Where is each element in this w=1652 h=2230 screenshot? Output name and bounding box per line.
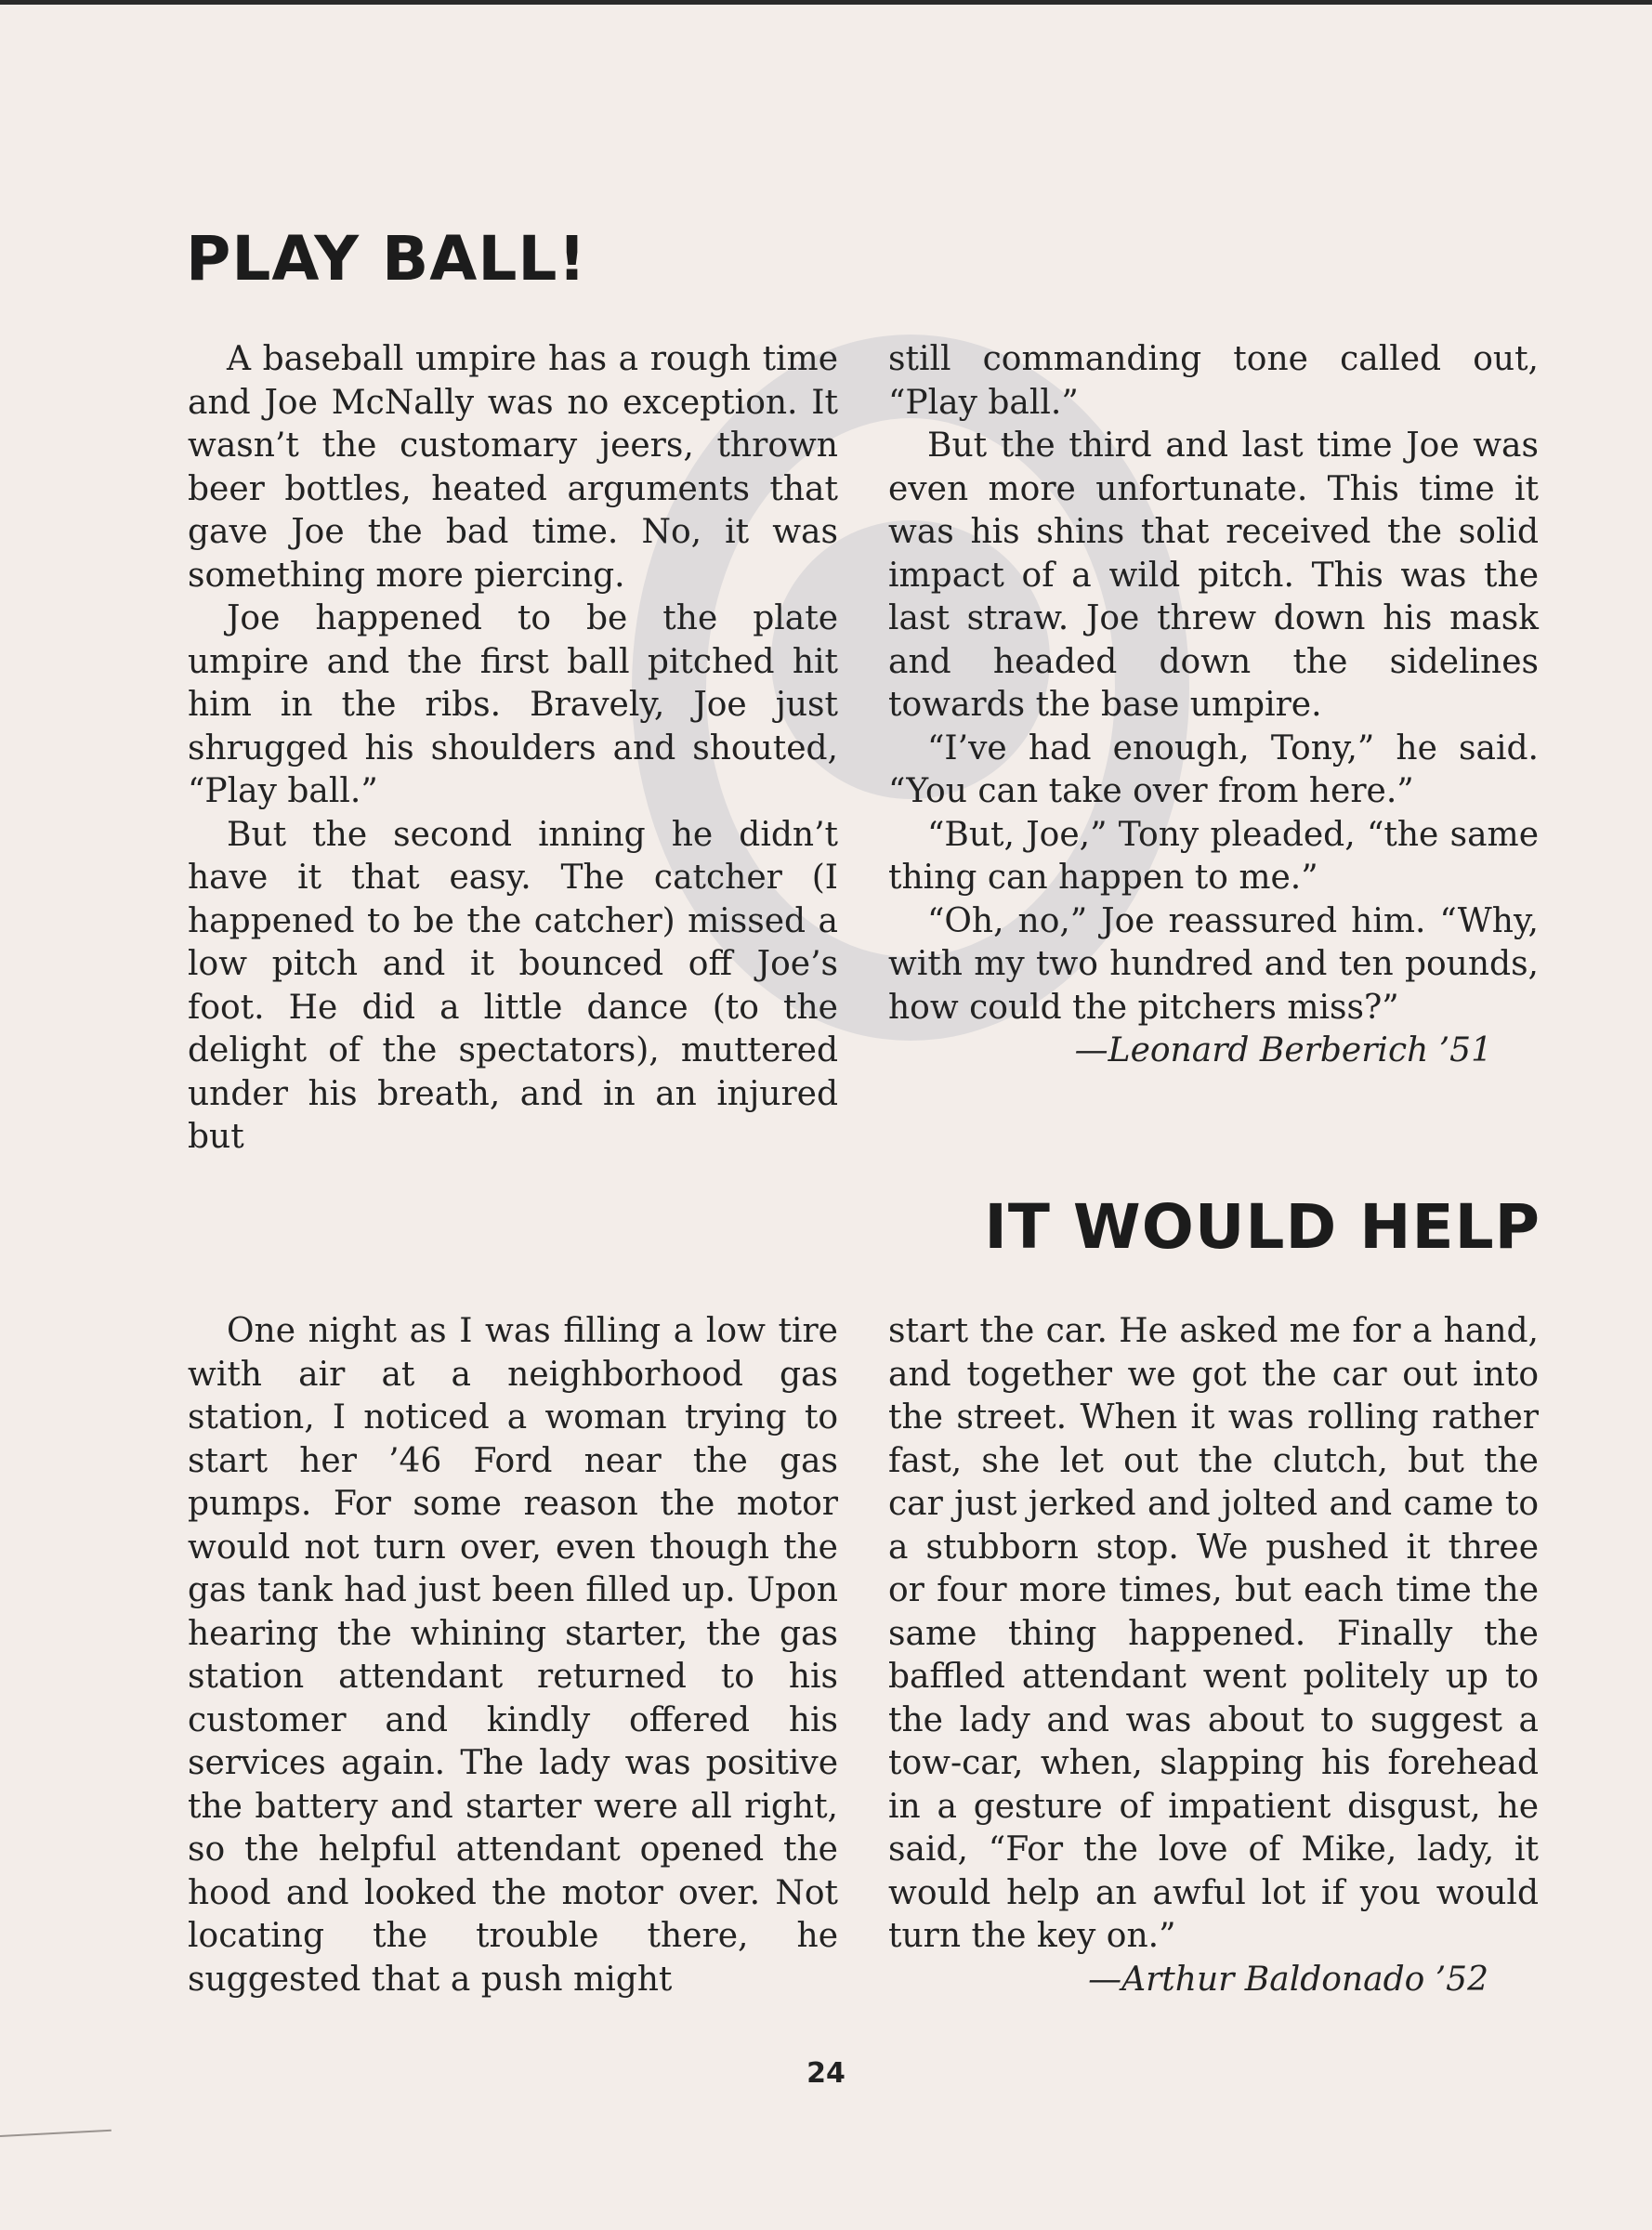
author-byline: —Leonard Berberich ’51 [1074,1031,1492,1069]
article-1-column-1 [188,338,838,1160]
paragraph: One night as I was filling a low tire with air at a neighborhood gas station, I noticed a woman trying to start her ’46 Ford near the gas pumps. For some reason the motor would not turn over, even though the gas tank had just been filled up. Upon hearing the whining starter, the gas station attendant returned to his customer and kindly offered his services again. The lady was positive the battery and starter were all right, so the helpful attendant opened the hood and looked the motor over. Not locating the trouble there, he suggested that a push might [188,1312,838,1999]
article-title-it-would-help: IT WOULD HELP [984,1191,1541,1263]
corner-mark [0,2130,111,2137]
paragraph: A baseball umpire has a rough time and Joe McNally was no exception. It wasn’t the customary jeers, thrown beer bottles, heated arguments that gave Joe the bad time. No, it was something more piercing. [188,340,838,595]
paragraph: “I’ve had enough, Tony,” he said. “You can take over from here.” [888,728,1539,810]
paragraph: “But, Joe,” Tony pleaded, “the same thing can happen to me.” [888,815,1539,897]
article-2-column-1 [188,1310,838,2001]
paragraph-continuation: start the car. He asked me for a hand, and together we got the car out into the street. When it was rolling rather fast, she let out the clutch, but the car just jerked and jolted and came to a stubborn stop. We pushed it three or four more times, but each time the same thing happened. Finally the baffled attendant went politely up to the lady and was about to suggest a tow-car, when, slapping his forehead in a gesture of impatient disgust, he said, “For the love of Mike, lady, it would help an awful lot if you would turn the key on.” [888,1312,1539,1955]
paragraph: But the third and last time Joe was even more unfortunate. This time it was his shins that received the solid impact of a wild pitch. This was the last straw. Joe threw down his mask and headed down the sidelines towards the base umpire. [888,426,1539,724]
page-number: 24 [806,2057,846,2090]
paragraph: Joe happened to be the plate umpire and the first ball pitched hit him in the ribs. Bravely, Joe just shrugged his shoulders and shouted, “Play ball.” [188,599,838,810]
article-1-column-2 [888,338,1539,1073]
paragraph-continuation: still commanding tone called out, “Play ball.” [888,340,1539,422]
paragraph: “Oh, no,” Joe reassured him. “Why, with my two hundred and ten pounds, how could the pitchers miss?” [888,901,1539,1027]
author-byline: —Arthur Baldonado ’52 [1088,1960,1488,1999]
article-2-column-2 [888,1310,1539,2001]
article-title-play-ball: PLAY BALL! [186,223,587,295]
top-edge-rule [0,0,1652,5]
paragraph: But the second inning he didn’t have it that easy. The catcher (I happened to be the catcher) missed a low pitch and it bounced off Joe’s foot. He did a little dance (to the delight of the spectators), muttered under his breath, and in an injured but [188,815,838,1156]
